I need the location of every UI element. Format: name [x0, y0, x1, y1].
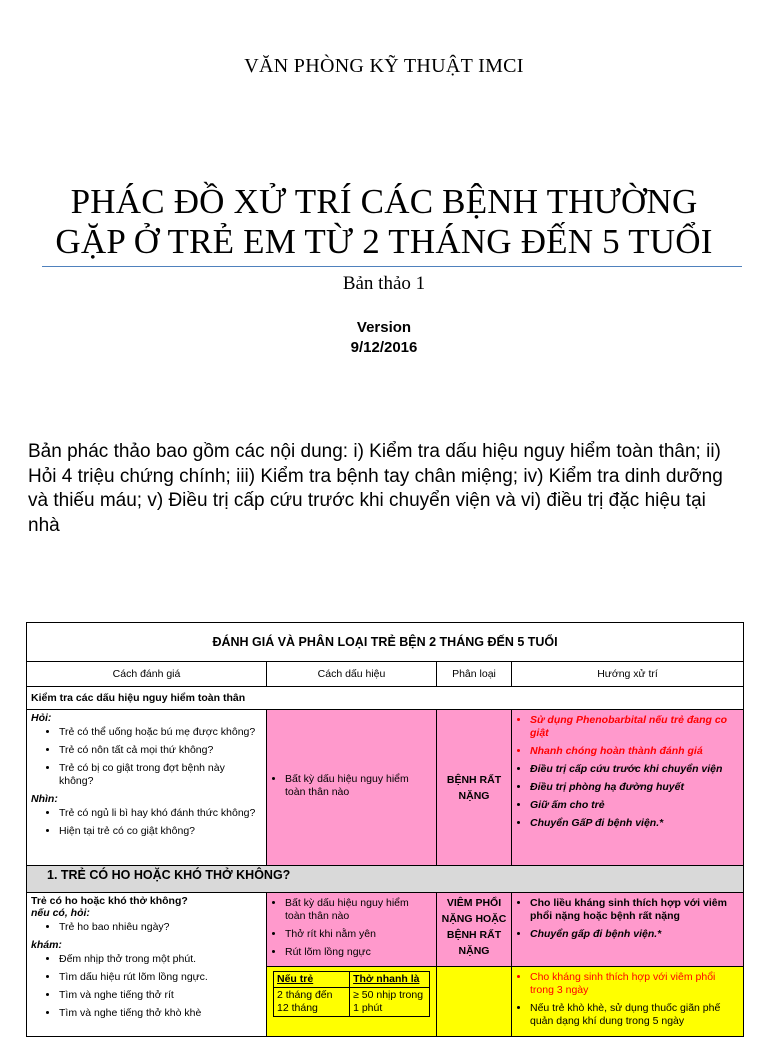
danger-treatment-cell [512, 710, 744, 866]
list-item: • Bất kỳ dấu hiệu nguy hiểm toàn thân nào [285, 897, 432, 923]
list-item: • Giữ ấm cho trẻ [530, 799, 739, 812]
list-item: • Chuyển gấp đi bệnh viện.* [530, 928, 739, 941]
pneumonia-classification-cell [437, 967, 512, 1037]
fast-table-age: 2 tháng đến 12 tháng [274, 988, 350, 1017]
danger-section-title: Kiểm tra các dấu hiệu nguy hiểm toàn thân [27, 687, 744, 710]
list-item: • Đếm nhịp thở trong một phút. [59, 953, 262, 966]
cough-ask-list [31, 921, 262, 934]
pneumonia-treatment-list [516, 971, 739, 1028]
list-item: • Tìm và nghe tiếng thở khò khè [59, 1007, 262, 1020]
danger-look-list [31, 807, 262, 838]
list-item: • Rút lõm lồng ngực [285, 946, 432, 959]
cough-treatment-list [516, 897, 739, 941]
fast-table-rate: ≥ 50 nhịp trong 1 phút [350, 988, 430, 1017]
version-date: 9/12/2016 [350, 339, 418, 356]
assessment-table [26, 622, 744, 1037]
list-item: • Cho kháng sinh thích hợp với viêm phổi trong 3 ngày [530, 971, 739, 997]
ask-label: Hỏi: [31, 712, 52, 724]
list-item: • Sử dụng Phenobarbital nếu trẻ đang co giật [530, 714, 739, 740]
if-yes-label: nếu có, hỏi: [31, 907, 90, 919]
table-title: ĐÁNH GIÁ VÀ PHÂN LOẠI TRẺ BỆN 2 THÁNG ĐẾN 5 TUỔI [27, 623, 744, 662]
title-line-2: GẶP Ở TRẺ EM TỪ 2 THÁNG ĐẾN 5 TUỔI [55, 222, 713, 261]
list-item: • Tìm và nghe tiếng thở rít [59, 989, 262, 1002]
list-item: • Hiện tại trẻ có co giật không? [59, 825, 262, 838]
fast-breathing-table [273, 971, 430, 1017]
col-header-classification: Phân loại [437, 662, 512, 687]
danger-treatment-list [516, 714, 739, 830]
list-item: • Bất kỳ dấu hiệu nguy hiểm toàn thân nào [285, 773, 432, 799]
pneumonia-treatment-cell [512, 967, 744, 1037]
version-block [0, 318, 768, 358]
danger-signs-cell [267, 710, 437, 866]
cough-treatment-cell [512, 893, 744, 967]
danger-signs-list [271, 773, 432, 799]
look-label: Nhìn: [31, 793, 58, 805]
fast-table-head-age: Nếu trẻ [274, 972, 350, 988]
office-name: VĂN PHÒNG KỸ THUẬT IMCI [244, 55, 524, 77]
danger-classification: BỆNH RẤT NẶNG [437, 710, 512, 866]
document-title [0, 182, 768, 262]
list-item: • Nhanh chóng hoàn thành đánh giá [530, 745, 739, 758]
danger-ask-list [31, 726, 262, 788]
col-header-assessment: Cách đánh giá [27, 662, 267, 687]
title-line-1: PHÁC ĐỒ XỬ TRÍ CÁC BỆNH THƯỜNG [70, 182, 698, 221]
cough-question: Trẻ có ho hoặc khó thở không? [31, 895, 188, 907]
draft-label: Bản thảo 1 [342, 273, 426, 294]
list-item: • Trẻ có nôn tất cả mọi thứ không? [59, 744, 262, 757]
cough-classification: VIÊM PHỔI NẶNG HOẶC BỆNH RẤT NẶNG [437, 893, 512, 967]
list-item: • Điều trị cấp cứu trước khi chuyển viện [530, 763, 739, 776]
list-item: • Điều trị phòng hạ đường huyết [530, 781, 739, 794]
cough-assessment-cell [27, 893, 267, 1037]
cough-signs-list [271, 897, 432, 959]
list-item: • Trẻ có ngủ li bì hay khó đánh thức không? [59, 807, 262, 820]
version-label: Version [356, 319, 412, 336]
list-item: • Nếu trẻ khò khè, sử dụng thuốc giãn phế quản dạng khí dung trong 5 ngày [530, 1002, 739, 1028]
danger-assessment-cell [27, 710, 267, 866]
intro-paragraph: Bản phác thảo bao gồm các nội dung: i) Kiểm tra dấu hiệu nguy hiểm toàn thân; ii) Hỏi 4 triệu chứng chính; iii) Kiểm tra bệnh tay chân miệng; iv) Kiểm tra dinh dưỡng và thiếu máu; v) Điều trị cấp cứu trước khi chuyển viện và vi) điều trị đặc hiệu tại nhà [28, 441, 723, 536]
list-item: • Tìm dấu hiệu rút lõm lồng ngực. [59, 971, 262, 984]
fast-table-head-rate: Thở nhanh là [350, 972, 430, 988]
list-item: • Trẻ có thể uống hoặc bú mẹ được không? [59, 726, 262, 739]
list-item: • Chuyển GấP đi bệnh viện.* [530, 817, 739, 830]
fast-breathing-cell [267, 967, 437, 1037]
col-header-signs: Cách dấu hiệu [267, 662, 437, 687]
title-underline [42, 266, 742, 267]
cough-exam-list [31, 953, 262, 1020]
list-item: • Trẻ có bị co giật trong đợt bệnh này không? [59, 762, 262, 788]
list-item: • Cho liều kháng sinh thích hợp với viêm phổi nặng hoặc bệnh rất nặng [530, 897, 739, 923]
col-header-treatment: Hướng xử trí [512, 662, 744, 687]
cough-section-title: 1. TRẺ CÓ HO HOẶC KHÓ THỞ KHÔNG? [27, 866, 744, 893]
exam-label: khám: [31, 939, 62, 951]
list-item: • Thở rít khi nằm yên [285, 928, 432, 941]
cough-signs-cell [267, 893, 437, 967]
list-item: • Trẻ ho bao nhiêu ngày? [59, 921, 262, 934]
